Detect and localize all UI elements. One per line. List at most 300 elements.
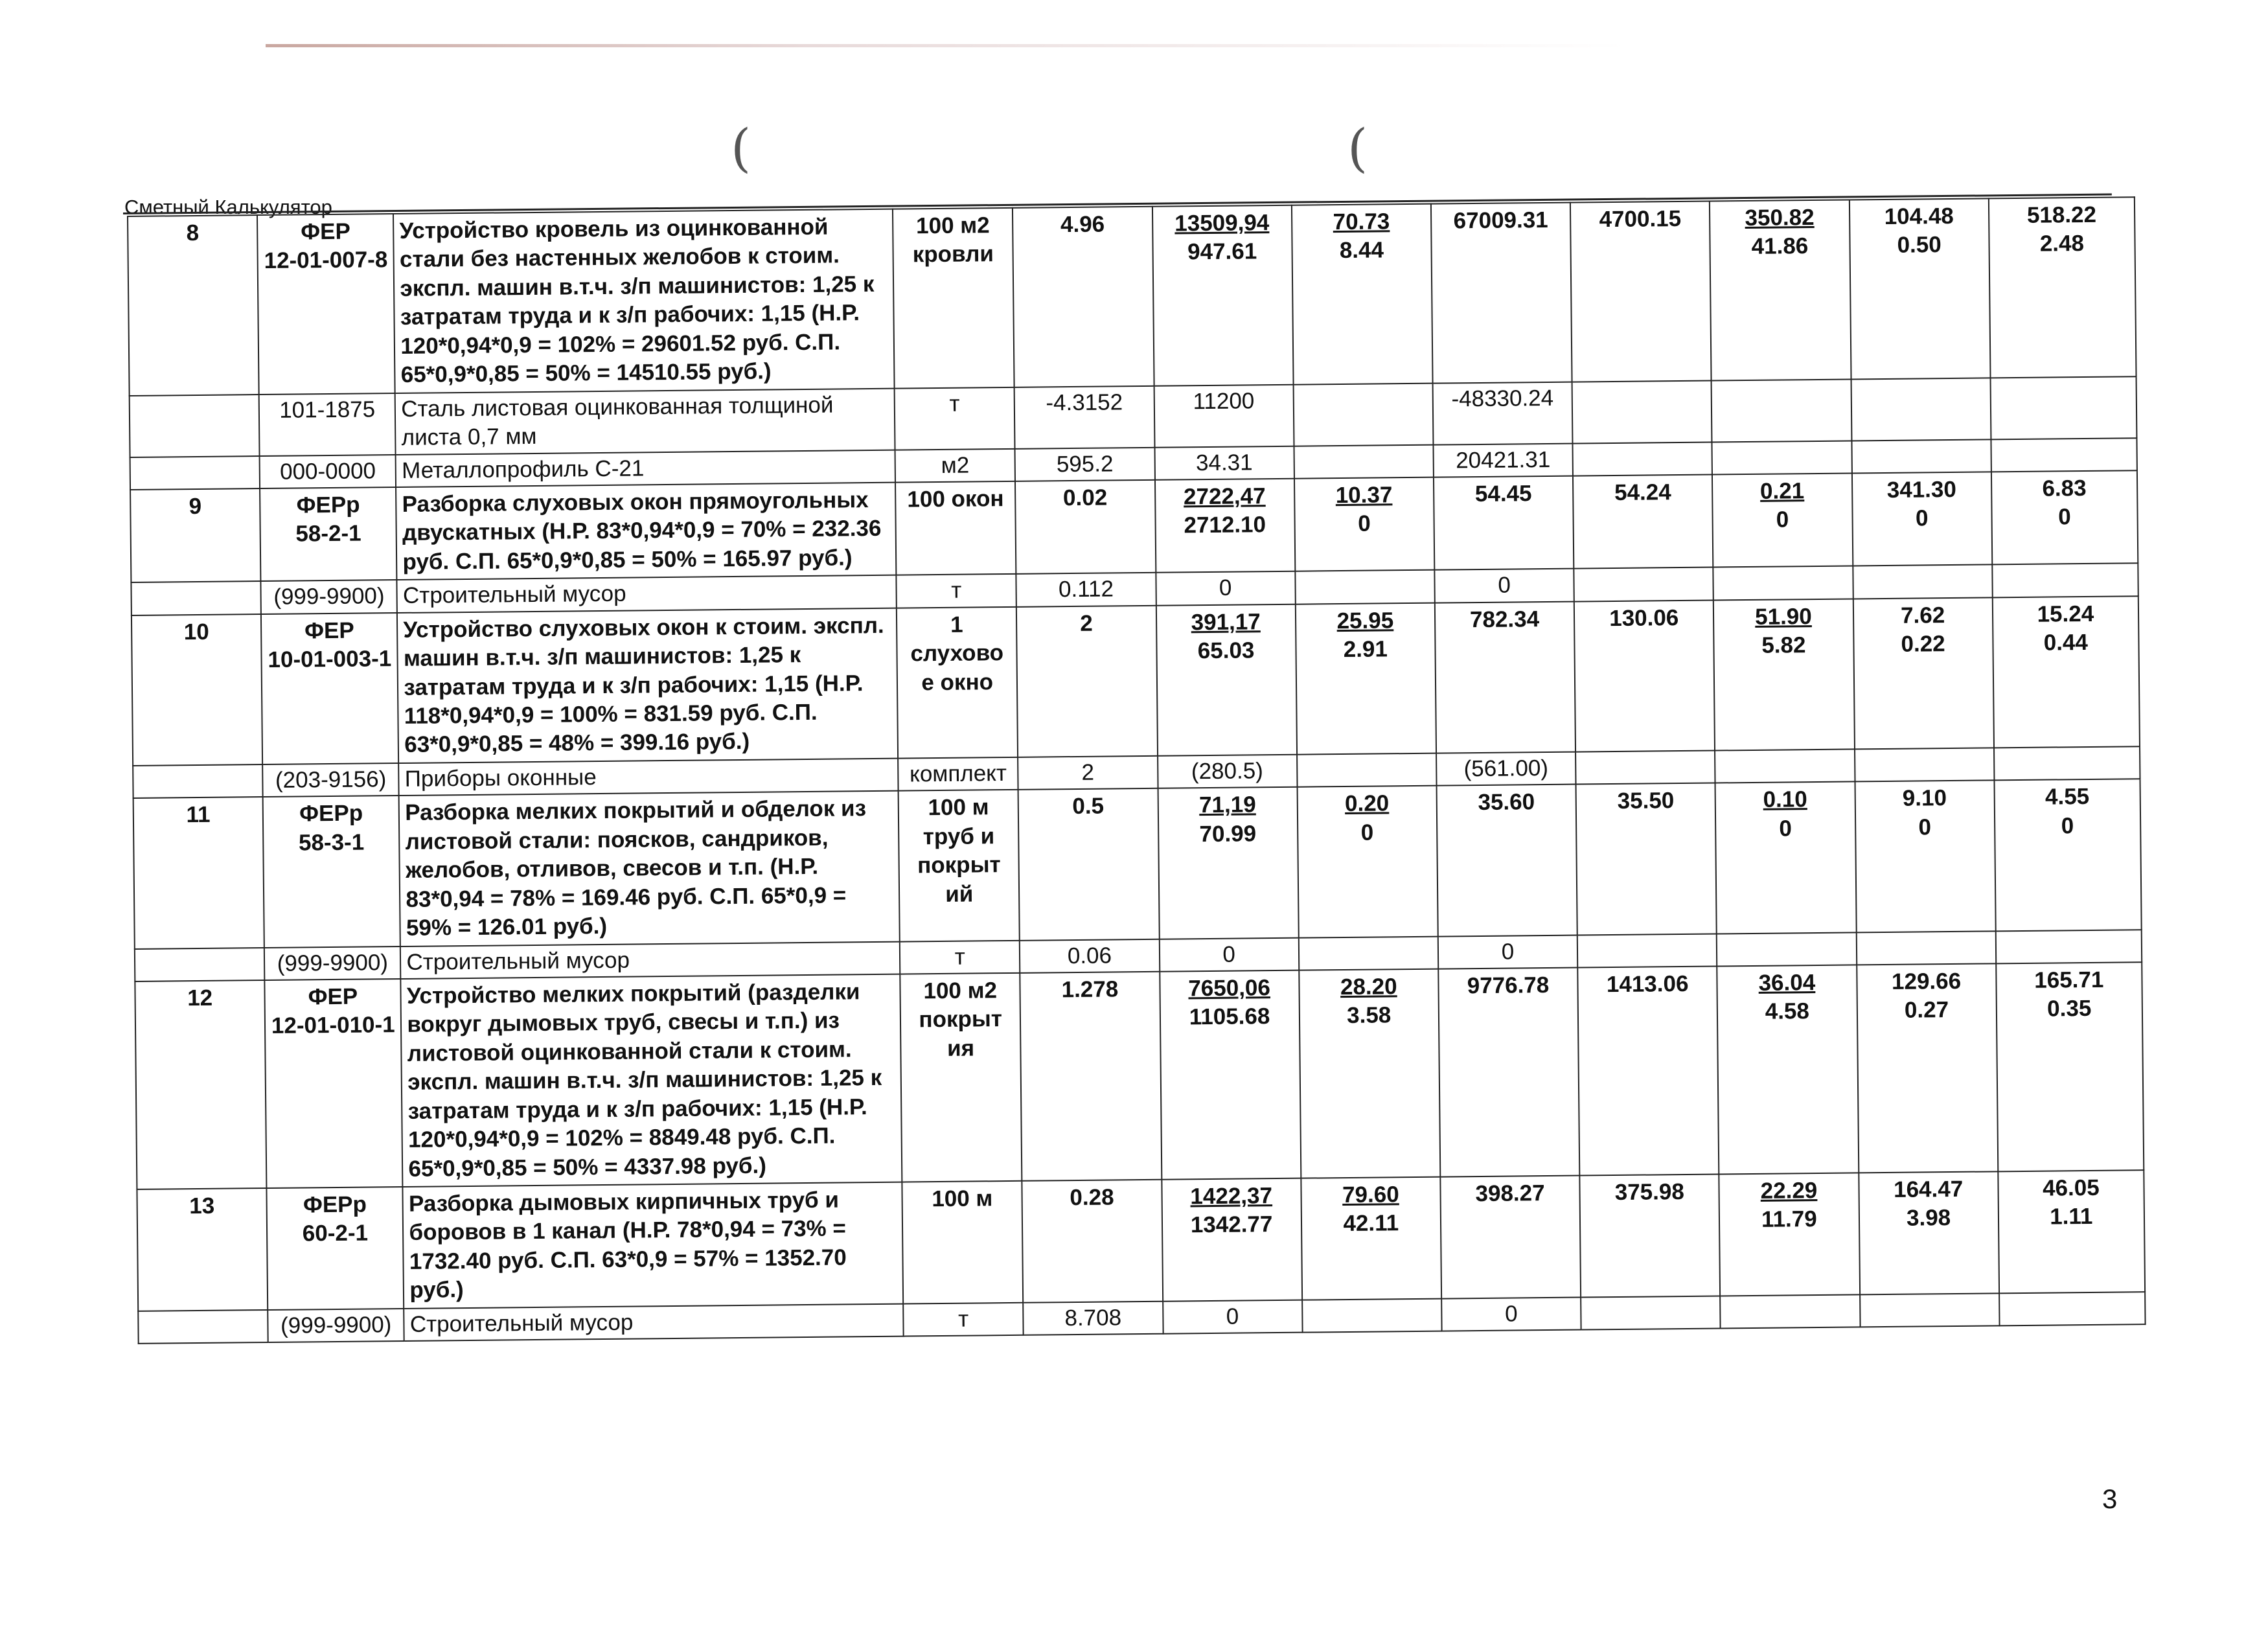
col10-cell bbox=[1712, 473, 1853, 567]
unit-price-cell-line: 391,17 bbox=[1191, 608, 1261, 635]
col11-cell bbox=[1855, 748, 1995, 782]
col11-cell-line: 0 bbox=[1915, 505, 1929, 531]
unit-price-cell bbox=[1156, 571, 1296, 606]
col9-cell-text: 4700.15 bbox=[1599, 205, 1682, 233]
unit-price-cell-text: 11200 bbox=[1193, 387, 1255, 414]
col9-cell-text: 54.24 bbox=[1614, 479, 1671, 505]
quantity-cell-text: 0.112 bbox=[1058, 576, 1114, 602]
unit-cell-text: т bbox=[951, 577, 962, 604]
col12-cell-line: 4.55 bbox=[2045, 784, 2090, 810]
total-cost-cell bbox=[1435, 601, 1575, 753]
col9-cell bbox=[1573, 442, 1713, 476]
resource-name-cell-text: Металлопрофиль С-21 bbox=[401, 455, 645, 483]
col10-cell-line: 36.04 bbox=[1758, 969, 1816, 996]
resource-name-cell bbox=[397, 575, 897, 613]
work-description-cell bbox=[401, 974, 902, 1187]
machine-price-cell-line: 2.91 bbox=[1343, 636, 1388, 663]
machine-price-cell-line: 70.73 bbox=[1333, 209, 1390, 235]
machine-price-cell bbox=[1296, 602, 1436, 754]
resource-code-cell-text: (999-9900) bbox=[277, 949, 389, 976]
machine-price-cell bbox=[1299, 969, 1440, 1178]
unit-cell-text: 100 м труб и покрыт ий bbox=[917, 794, 1001, 907]
col11-cell-line: 341.30 bbox=[1886, 476, 1957, 503]
col9-cell bbox=[1574, 568, 1713, 602]
row-number-cell bbox=[133, 764, 263, 798]
estimate-table-wrapper bbox=[127, 196, 2146, 1344]
row-number-cell bbox=[135, 948, 265, 981]
unit-price-cell bbox=[1159, 937, 1299, 972]
unit-cell-text: т bbox=[949, 391, 960, 417]
col9-cell bbox=[1572, 380, 1712, 443]
resource-name-cell bbox=[396, 450, 895, 487]
quantity-cell-text: 0.5 bbox=[1072, 793, 1105, 820]
total-cost-cell bbox=[1436, 751, 1576, 786]
unit-price-cell-line: 1342.77 bbox=[1190, 1211, 1273, 1238]
code-line: ФЕРр bbox=[299, 800, 363, 827]
row-number-cell-text: 11 bbox=[186, 802, 211, 828]
total-cost-cell bbox=[1431, 203, 1572, 384]
total-cost-cell bbox=[1434, 569, 1574, 603]
machine-price-cell-line: 25.95 bbox=[1336, 607, 1394, 634]
scan-artifact-line bbox=[266, 44, 1626, 47]
row-number-cell-text: 13 bbox=[189, 1193, 215, 1219]
unit-price-cell bbox=[1158, 755, 1298, 789]
code-cell bbox=[263, 796, 400, 947]
total-cost-cell bbox=[1433, 443, 1573, 477]
col9-cell-text: 375.98 bbox=[1614, 1178, 1684, 1206]
row-number-cell bbox=[131, 581, 261, 615]
work-description-cell-text: Устройство слуховых окон к стоим. экспл. машин в.т.ч. з/п машинистов: 1,25 к затратам труда и к з/п рабочих: 1,15 (Н.Р. 118*0,94*0,9 = 100% = 831.59 руб. С.П. 63*0,9*0,85 = 48% = 399.16 руб.) bbox=[403, 612, 884, 758]
col10-cell-line: 4.58 bbox=[1765, 998, 1810, 1025]
quantity-cell-text: -4.3152 bbox=[1046, 389, 1123, 416]
resource-code-cell-text: 000-0000 bbox=[279, 457, 376, 485]
col11-cell bbox=[1853, 565, 1993, 599]
unit-price-cell-line: 947.61 bbox=[1187, 238, 1257, 265]
col9-cell-text: 130.06 bbox=[1609, 604, 1679, 631]
table-row bbox=[133, 779, 2142, 949]
code-cell bbox=[267, 1187, 404, 1310]
quantity-cell bbox=[1023, 1301, 1163, 1335]
unit-cell bbox=[897, 574, 1017, 608]
machine-price-cell-line: 0.20 bbox=[1344, 790, 1390, 817]
total-cost-cell-text: -48330.24 bbox=[1451, 385, 1554, 412]
code-line: ФЕР bbox=[304, 617, 354, 644]
quantity-cell bbox=[1013, 207, 1154, 387]
col11-cell bbox=[1855, 781, 1995, 932]
unit-cell-text: 100 м2 покрыт ия bbox=[919, 978, 1003, 1061]
row-number-cell-text: 10 bbox=[183, 619, 209, 645]
unit-price-cell-line: 2712.10 bbox=[1184, 512, 1266, 538]
quantity-cell bbox=[1018, 756, 1158, 790]
unit-price-cell-line: 7650,06 bbox=[1188, 975, 1271, 1002]
quantity-cell bbox=[1015, 480, 1156, 574]
col11-cell bbox=[1860, 1293, 2000, 1327]
unit-price-cell bbox=[1152, 205, 1293, 386]
col9-cell bbox=[1577, 934, 1717, 968]
col10-cell-line: 0 bbox=[1779, 816, 1793, 842]
total-cost-cell bbox=[1432, 382, 1572, 444]
scan-smudge-mark: ( bbox=[731, 118, 751, 178]
col10-cell-line: 22.29 bbox=[1760, 1178, 1818, 1204]
col11-cell-line: 129.66 bbox=[1891, 968, 1962, 994]
total-cost-cell-text: 0 bbox=[1504, 1301, 1518, 1327]
col11-cell-line: 3.98 bbox=[1906, 1205, 1951, 1232]
unit-price-cell-text: 0 bbox=[1226, 1303, 1239, 1329]
col10-cell bbox=[1710, 200, 1851, 380]
unit-price-cell bbox=[1163, 1300, 1303, 1334]
col10-cell bbox=[1719, 1173, 1860, 1296]
unit-price-cell bbox=[1154, 384, 1294, 447]
resource-name-cell-text: Приборы оконные bbox=[404, 764, 597, 792]
unit-price-cell-text: 0 bbox=[1222, 941, 1236, 967]
unit-price-cell-line: 71,19 bbox=[1198, 792, 1256, 818]
col12-cell bbox=[1990, 376, 2136, 439]
unit-cell bbox=[893, 208, 1014, 388]
code-line: 58-2-1 bbox=[295, 520, 361, 547]
total-cost-cell-text: 0 bbox=[1498, 572, 1511, 598]
col12-cell bbox=[1999, 1292, 2146, 1326]
unit-price-cell-text: 0 bbox=[1219, 575, 1232, 601]
unit-price-cell-text: (280.5) bbox=[1191, 758, 1264, 785]
col10-cell-line: 5.82 bbox=[1761, 632, 1806, 658]
col9-cell bbox=[1570, 201, 1712, 382]
work-description-cell bbox=[403, 1182, 904, 1309]
quantity-cell-text: 1.278 bbox=[1061, 976, 1119, 1003]
machine-price-cell bbox=[1292, 204, 1433, 385]
unit-price-cell-line: 65.03 bbox=[1197, 637, 1255, 664]
total-cost-cell-text: 9776.78 bbox=[1467, 972, 1550, 999]
col9-cell bbox=[1574, 600, 1715, 751]
machine-price-cell bbox=[1297, 786, 1438, 937]
quantity-cell bbox=[1016, 573, 1156, 607]
col10-cell-line: 350.82 bbox=[1745, 204, 1815, 231]
total-cost-cell bbox=[1438, 967, 1579, 1176]
total-cost-cell bbox=[1440, 1176, 1581, 1299]
resource-name-cell-text: Строительный мусор bbox=[402, 580, 626, 609]
code-cell bbox=[257, 214, 395, 395]
code-line: 12-01-007-8 bbox=[264, 247, 388, 274]
scan-smudge-mark: ( bbox=[1347, 118, 1368, 178]
col11-cell bbox=[1856, 931, 1996, 965]
code-cell bbox=[265, 979, 403, 1188]
col10-cell-line: 0.21 bbox=[1759, 478, 1805, 504]
unit-cell bbox=[903, 1303, 1024, 1337]
total-cost-cell-text: 782.34 bbox=[1469, 606, 1540, 632]
col11-cell-line: 104.48 bbox=[1884, 203, 1954, 229]
unit-cell-text: м2 bbox=[941, 452, 970, 478]
machine-price-cell-line: 3.58 bbox=[1346, 1002, 1392, 1029]
col11-cell-line: 7.62 bbox=[1900, 602, 1945, 628]
machine-price-cell-line: 28.20 bbox=[1340, 974, 1397, 1000]
row-number-cell-text: 12 bbox=[187, 985, 213, 1011]
unit-cell bbox=[895, 481, 1016, 575]
work-description-cell bbox=[397, 608, 898, 763]
col10-cell bbox=[1715, 782, 1856, 934]
resource-code-cell-text: (999-9900) bbox=[273, 583, 385, 610]
resource-code-cell bbox=[268, 1309, 404, 1342]
row-number-cell bbox=[138, 1310, 268, 1344]
unit-cell-text: 100 окон bbox=[907, 485, 1004, 512]
resource-code-cell-text: (999-9900) bbox=[280, 1311, 392, 1338]
unit-cell bbox=[900, 973, 1022, 1182]
col9-cell bbox=[1581, 1296, 1721, 1330]
work-description-cell-text: Разборка мелких покрытий и обделок из листовой стали: поясков, сандриков, желобов, отливов, свесов и т.п. (Н.Р. 83*0,94 = 78% = 169.46 руб. С.П. 65*0,9 = 59% = 126.01 руб.) bbox=[405, 796, 867, 941]
col12-cell-line: 0.44 bbox=[2043, 630, 2089, 656]
total-cost-cell-text: 35.60 bbox=[1478, 789, 1535, 816]
col12-cell-line: 0 bbox=[2058, 504, 2071, 530]
work-description-cell bbox=[399, 791, 900, 946]
code-line: 10-01-003-1 bbox=[268, 646, 392, 673]
unit-cell bbox=[899, 790, 1020, 941]
total-cost-cell-text: 0 bbox=[1501, 938, 1515, 965]
unit-cell-text: т bbox=[954, 944, 965, 970]
col10-cell-line: 0.10 bbox=[1763, 786, 1807, 813]
unit-cell-text: комплект bbox=[909, 760, 1007, 787]
unit-price-cell-line: 2722,47 bbox=[1183, 483, 1266, 510]
table-row bbox=[132, 596, 2140, 766]
resource-code-cell-text: (203-9156) bbox=[275, 766, 387, 793]
col10-cell bbox=[1717, 932, 1857, 967]
document-header-title: Сметный Калькулятор bbox=[124, 196, 332, 218]
table-row bbox=[137, 1170, 2145, 1311]
code-line: 60-2-1 bbox=[302, 1220, 369, 1246]
table-row bbox=[135, 962, 2144, 1189]
total-cost-cell-text: 398.27 bbox=[1475, 1180, 1545, 1207]
unit-price-cell-text: 34.31 bbox=[1195, 449, 1253, 476]
col11-cell bbox=[1851, 378, 1991, 441]
col12-cell-line: 1.11 bbox=[2050, 1204, 2093, 1230]
col12-cell bbox=[1994, 779, 2141, 931]
quantity-cell-text: 0.06 bbox=[1067, 942, 1112, 969]
unit-price-cell bbox=[1154, 479, 1295, 573]
unit-price-cell bbox=[1154, 446, 1294, 480]
machine-price-cell bbox=[1301, 1177, 1441, 1300]
col12-cell bbox=[1998, 1170, 2145, 1293]
row-number-cell bbox=[128, 215, 259, 396]
resource-code-cell bbox=[260, 455, 396, 488]
col11-cell bbox=[1849, 198, 1990, 379]
row-number-cell bbox=[130, 488, 261, 582]
unit-price-cell bbox=[1162, 1178, 1302, 1302]
col9-cell bbox=[1573, 474, 1713, 568]
col11-cell bbox=[1859, 1171, 1999, 1294]
col11-cell-line: 0 bbox=[1918, 814, 1932, 840]
total-cost-cell-text: 67009.31 bbox=[1453, 207, 1548, 234]
col12-cell-line: 0 bbox=[2061, 812, 2074, 839]
unit-cell bbox=[902, 1181, 1023, 1304]
col12-cell bbox=[1996, 962, 2144, 1171]
col10-cell-line: 11.79 bbox=[1761, 1206, 1817, 1233]
machine-price-cell bbox=[1294, 477, 1435, 571]
code-cell bbox=[261, 613, 398, 764]
work-description-cell bbox=[396, 483, 896, 580]
machine-price-cell bbox=[1293, 383, 1433, 446]
col10-cell bbox=[1712, 441, 1852, 475]
code-line: ФЕРр bbox=[296, 492, 360, 518]
resource-name-cell bbox=[399, 758, 899, 796]
col12-cell-line: 46.05 bbox=[2042, 1175, 2100, 1201]
unit-cell-text: 1 слухово е окно bbox=[910, 612, 1004, 695]
unit-price-cell bbox=[1158, 787, 1298, 939]
machine-price-cell bbox=[1302, 1298, 1442, 1333]
row-number-cell-text: 8 bbox=[186, 220, 200, 246]
col12-cell bbox=[1991, 438, 2137, 472]
estimate-table-body bbox=[128, 197, 2146, 1344]
unit-cell bbox=[898, 757, 1018, 791]
quantity-cell bbox=[1018, 788, 1159, 940]
col12-cell bbox=[1995, 930, 2142, 964]
machine-price-cell-line: 42.11 bbox=[1343, 1210, 1399, 1237]
resource-name-cell bbox=[395, 388, 895, 454]
row-number-cell bbox=[137, 1188, 268, 1311]
total-cost-cell-text: 54.45 bbox=[1474, 481, 1532, 507]
col11-cell-line: 9.10 bbox=[1902, 785, 1947, 812]
unit-cell bbox=[900, 940, 1020, 974]
quantity-cell bbox=[1014, 385, 1154, 448]
col10-cell-line: 41.86 bbox=[1751, 233, 1809, 260]
col9-cell-text: 1413.06 bbox=[1606, 970, 1689, 998]
quantity-cell-text: 2 bbox=[1081, 759, 1095, 785]
unit-price-cell-line: 1422,37 bbox=[1190, 1183, 1273, 1210]
machine-price-cell bbox=[1295, 570, 1435, 604]
machine-price-cell-line: 10.37 bbox=[1335, 482, 1393, 509]
col9-cell bbox=[1575, 750, 1715, 785]
unit-price-cell-line: 70.99 bbox=[1199, 821, 1257, 847]
unit-cell bbox=[895, 448, 1016, 482]
row-number-cell bbox=[132, 614, 262, 766]
code-line: ФЕРр bbox=[303, 1191, 367, 1218]
col11-cell-line: 0.22 bbox=[1901, 631, 1945, 657]
col10-cell-line: 51.90 bbox=[1754, 603, 1812, 630]
quantity-cell-text: 2 bbox=[1080, 610, 1093, 636]
col11-cell bbox=[1857, 963, 1998, 1173]
total-cost-cell bbox=[1441, 1297, 1581, 1331]
col11-cell bbox=[1851, 472, 1992, 566]
quantity-cell bbox=[1016, 605, 1157, 757]
unit-cell bbox=[897, 607, 1018, 759]
col10-cell bbox=[1713, 566, 1853, 601]
estimate-table bbox=[127, 196, 2146, 1344]
quantity-cell-text: 8.708 bbox=[1064, 1305, 1122, 1331]
machine-price-cell bbox=[1298, 936, 1438, 970]
col12-cell-line: 165.71 bbox=[2034, 967, 2104, 993]
col10-cell bbox=[1712, 379, 1851, 442]
work-description-cell-text: Устройство кровель из оцинкованной стали без настенных желобов к стоим. экспл. машин в.т.ч. з/п машинистов: 1,25 к затратам труда и к з/п рабочих: 1,15 (Н.Р. 120*0,94*0,9 = 102% = 29601.52 руб. С.П. 65*0,9*0,85 = 50% = 14510.55 руб.) bbox=[399, 214, 875, 388]
col9-cell bbox=[1577, 966, 1719, 1175]
col11-cell-line: 0.50 bbox=[1897, 232, 1942, 258]
machine-price-cell-line: 8.44 bbox=[1339, 237, 1384, 264]
col11-cell-line: 0.27 bbox=[1904, 997, 1949, 1024]
quantity-cell bbox=[1022, 1180, 1163, 1303]
unit-price-cell-line: 13509,94 bbox=[1174, 210, 1270, 236]
row-number-cell bbox=[133, 797, 264, 948]
code-line: 58-3-1 bbox=[298, 829, 365, 856]
col9-cell bbox=[1576, 783, 1717, 935]
machine-price-cell bbox=[1297, 753, 1437, 788]
total-cost-cell bbox=[1438, 935, 1578, 969]
quantity-cell bbox=[1015, 447, 1155, 481]
resource-code-cell bbox=[264, 946, 401, 980]
machine-price-cell bbox=[1294, 444, 1434, 479]
total-cost-cell bbox=[1434, 476, 1574, 570]
col12-cell bbox=[1991, 470, 2138, 564]
quantity-cell-text: 0.28 bbox=[1070, 1184, 1114, 1211]
total-cost-cell-text: 20421.31 bbox=[1456, 446, 1551, 473]
unit-cell-text: т bbox=[957, 1306, 969, 1332]
code-line: ФЕР bbox=[301, 218, 350, 245]
resource-name-cell bbox=[400, 941, 900, 979]
quantity-cell-text: 4.96 bbox=[1060, 211, 1105, 238]
code-line: ФЕР bbox=[308, 983, 358, 1010]
col10-cell bbox=[1720, 1294, 1860, 1329]
work-description-cell-text: Устройство мелких покрытий (разделки вокруг дымовых труб, свесы и т.п.) из листовой оцинкованной стали к стоим. экспл. машин в.т.ч. з/п машинистов: 1,25 к затратам труда и к з/п рабочих: 1,15 (Н.Р. 120*0,94*0,9 = 102% = 8849.48 руб. С.П. 65*0,9*0,85 = 50% = 4337.98 руб.) bbox=[406, 979, 882, 1182]
col12-cell bbox=[1994, 746, 2140, 781]
col9-cell-text: 35.50 bbox=[1617, 788, 1675, 814]
unit-cell-text: 100 м bbox=[932, 1186, 993, 1212]
unit-cell bbox=[895, 387, 1015, 450]
col12-cell bbox=[1989, 197, 2136, 378]
code-cell bbox=[260, 487, 397, 581]
resource-code-cell-text: 101-1875 bbox=[279, 396, 376, 423]
quantity-cell-text: 0.02 bbox=[1062, 485, 1108, 511]
col9-cell bbox=[1579, 1174, 1720, 1297]
col11-cell-line: 164.47 bbox=[1893, 1176, 1964, 1202]
resource-name-cell bbox=[404, 1303, 904, 1341]
row-number-cell bbox=[135, 980, 266, 1189]
col11-cell bbox=[1853, 597, 1993, 749]
resource-code-cell bbox=[261, 580, 398, 614]
resource-code-cell bbox=[262, 763, 399, 797]
work-description-cell-text: Разборка дымовых кирпичных труб и боровов в 1 канал (Н.Р. 78*0,94 = 73% = 1732.40 руб. С.П. 63*0,9 = 57% = 1352.70 руб.) bbox=[408, 1187, 847, 1303]
col12-cell-line: 15.24 bbox=[2037, 601, 2094, 627]
quantity-cell bbox=[1020, 972, 1162, 1181]
quantity-cell bbox=[1020, 939, 1160, 973]
col10-cell-line: 0 bbox=[1776, 507, 1789, 533]
col10-cell bbox=[1717, 965, 1859, 1174]
work-description-cell-text: Разборка слуховых окон прямоугольных двускатных (Н.Р. 83*0,94*0,9 = 70% = 232.36 руб. С.П. 65*0,9*0,85 = 50% = 165.97 руб.) bbox=[402, 487, 882, 575]
machine-price-cell-line: 0 bbox=[1360, 820, 1374, 845]
col12-cell bbox=[1993, 596, 2140, 748]
work-description-cell bbox=[393, 209, 894, 393]
col12-cell-line: 6.83 bbox=[2042, 475, 2087, 501]
page-number: 3 bbox=[2102, 1484, 2118, 1514]
resource-name-cell-text: Сталь листовая оцинкованная толщиной листа 0,7 мм bbox=[401, 392, 834, 451]
col12-cell-line: 2.48 bbox=[2039, 231, 2085, 257]
resource-name-cell-text: Строительный мусор bbox=[409, 1309, 634, 1337]
machine-price-cell-line: 0 bbox=[1358, 511, 1371, 537]
col12-cell-line: 0.35 bbox=[2047, 996, 2092, 1022]
col10-cell bbox=[1713, 599, 1854, 750]
col10-cell bbox=[1715, 749, 1855, 783]
col12-cell-line: 518.22 bbox=[2026, 201, 2097, 228]
unit-price-cell-line: 1105.68 bbox=[1189, 1004, 1270, 1030]
row-number-cell bbox=[130, 395, 260, 457]
col11-cell bbox=[1851, 439, 1991, 474]
resource-name-cell-text: Строительный мусор bbox=[406, 947, 630, 975]
quantity-cell-text: 595.2 bbox=[1056, 450, 1114, 477]
total-cost-cell bbox=[1436, 785, 1577, 936]
table-row bbox=[128, 197, 2136, 395]
row-number-cell bbox=[130, 456, 260, 490]
machine-price-cell-line: 79.60 bbox=[1342, 1182, 1399, 1208]
code-line: 12-01-010-1 bbox=[271, 1012, 395, 1039]
unit-cell-text: 100 м2 кровли bbox=[912, 212, 994, 268]
unit-price-cell bbox=[1156, 604, 1296, 755]
total-cost-cell-text: (561.00) bbox=[1463, 755, 1549, 782]
resource-code-cell bbox=[259, 393, 396, 456]
unit-price-cell bbox=[1160, 970, 1301, 1180]
row-number-cell-text: 9 bbox=[189, 493, 202, 520]
